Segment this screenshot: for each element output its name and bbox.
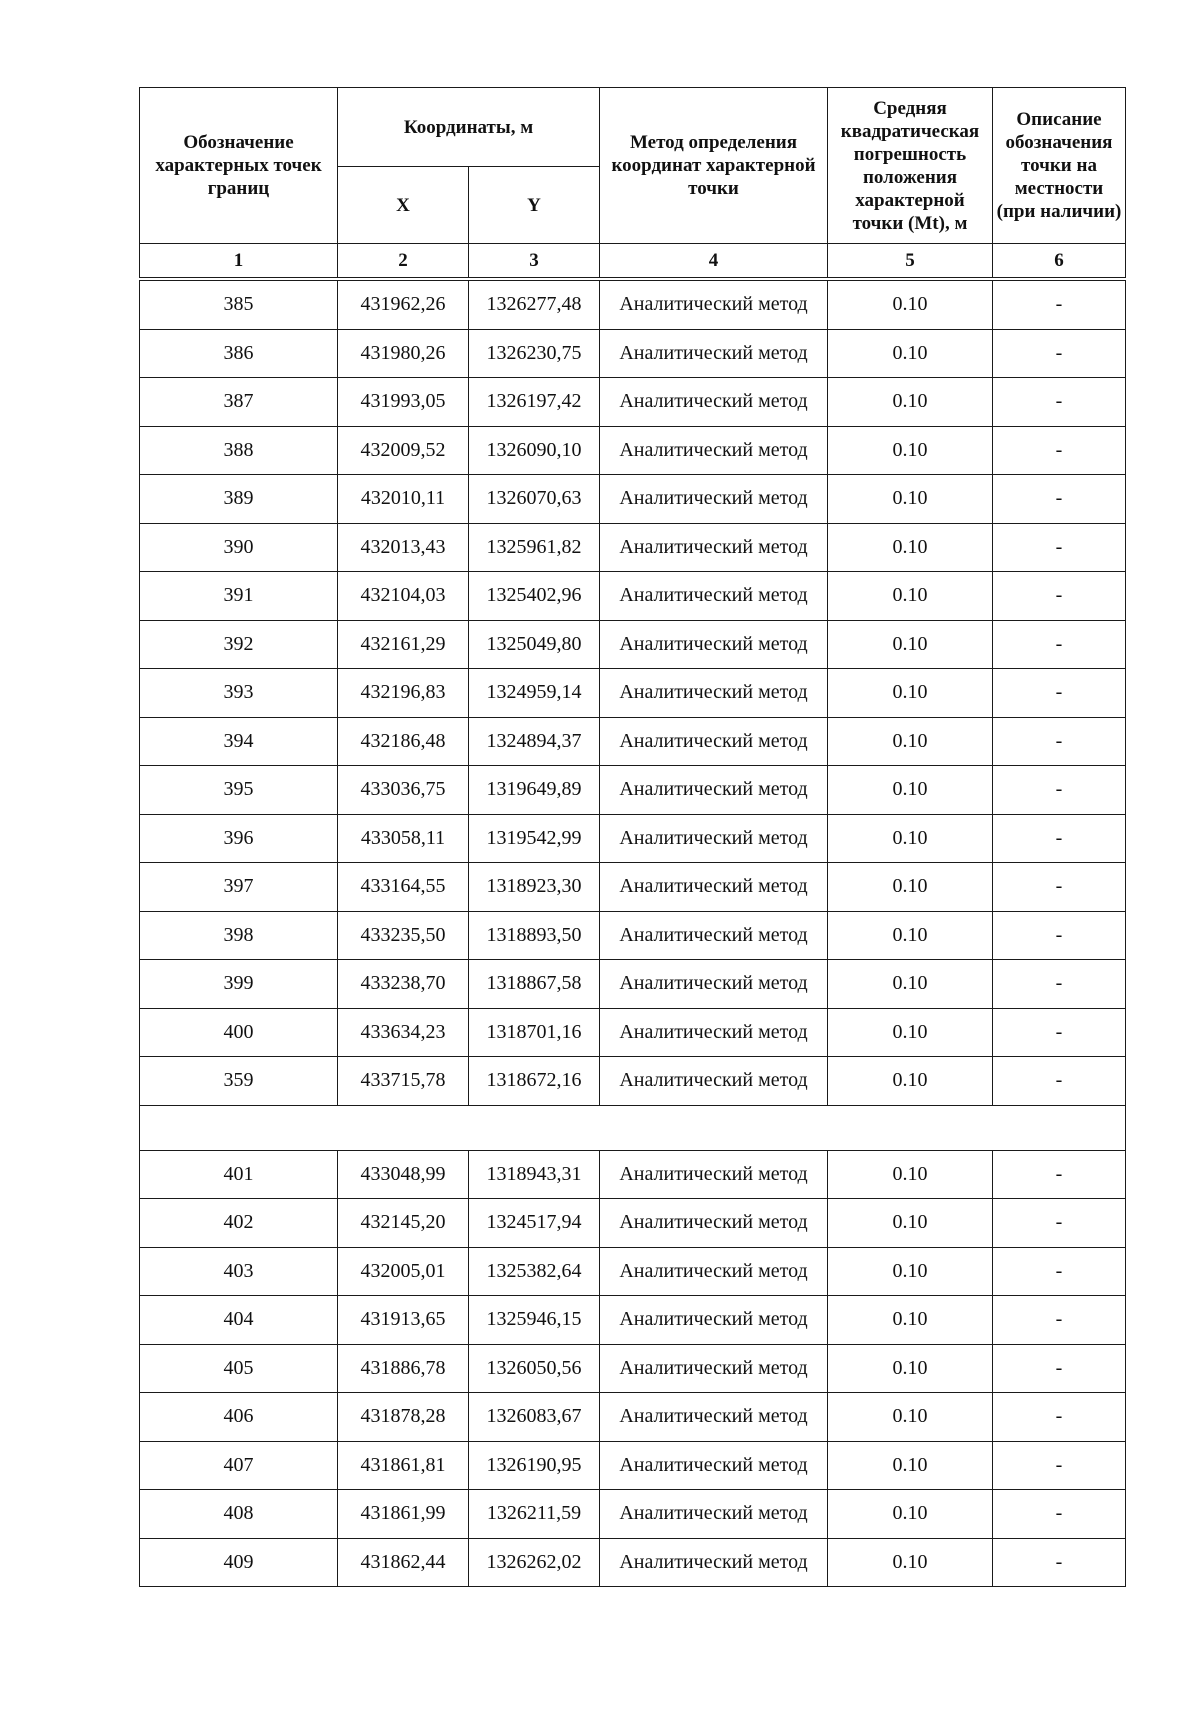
description-cell: -: [993, 279, 1126, 329]
x-cell: 433164,55: [338, 863, 469, 912]
point-cell: 393: [140, 669, 338, 718]
mt-cell: 0.10: [828, 863, 993, 912]
x-cell: 431980,26: [338, 329, 469, 378]
y-cell: 1325961,82: [469, 523, 600, 572]
y-cell: 1326070,63: [469, 475, 600, 524]
header-number-5: 5: [828, 244, 993, 280]
method-cell: Аналитический метод: [600, 378, 828, 427]
table-header: [140, 88, 1126, 280]
mt-cell: 0.10: [828, 378, 993, 427]
table-row: [140, 1344, 1126, 1393]
table-row: [140, 960, 1126, 1009]
y-cell: 1326230,75: [469, 329, 600, 378]
point-cell: 401: [140, 1150, 338, 1199]
table-row: [140, 1441, 1126, 1490]
description-cell: -: [993, 1296, 1126, 1345]
point-cell: 386: [140, 329, 338, 378]
x-cell: 432013,43: [338, 523, 469, 572]
x-cell: 431913,65: [338, 1296, 469, 1345]
header-number-1: 1: [140, 244, 338, 280]
mt-cell: 0.10: [828, 1199, 993, 1248]
table-row: [140, 669, 1126, 718]
method-cell: Аналитический метод: [600, 523, 828, 572]
method-cell: Аналитический метод: [600, 1538, 828, 1587]
table-row: [140, 378, 1126, 427]
mt-cell: 0.10: [828, 426, 993, 475]
method-cell: Аналитический метод: [600, 814, 828, 863]
method-cell: Аналитический метод: [600, 1057, 828, 1106]
x-cell: 431962,26: [338, 279, 469, 329]
description-cell: -: [993, 911, 1126, 960]
point-cell: 359: [140, 1057, 338, 1106]
y-cell: 1325049,80: [469, 620, 600, 669]
table-row: [140, 1008, 1126, 1057]
x-cell: 431878,28: [338, 1393, 469, 1442]
description-cell: -: [993, 960, 1126, 1009]
mt-cell: 0.10: [828, 669, 993, 718]
header-number-4: 4: [600, 244, 828, 280]
y-cell: 1318893,50: [469, 911, 600, 960]
table-row: [140, 1393, 1126, 1442]
x-cell: 433036,75: [338, 766, 469, 815]
table-row: [140, 766, 1126, 815]
description-cell: -: [993, 1441, 1126, 1490]
x-cell: 431861,99: [338, 1490, 469, 1539]
description-cell: -: [993, 1538, 1126, 1587]
y-cell: 1325946,15: [469, 1296, 600, 1345]
description-cell: -: [993, 717, 1126, 766]
y-cell: 1318672,16: [469, 1057, 600, 1106]
y-cell: 1326083,67: [469, 1393, 600, 1442]
x-cell: 432186,48: [338, 717, 469, 766]
y-cell: 1326090,10: [469, 426, 600, 475]
header-mean-square-error: Средняя квадратическая погрешность положения характерной точки (Mt), м: [828, 88, 993, 244]
method-cell: Аналитический метод: [600, 863, 828, 912]
point-cell: 395: [140, 766, 338, 815]
x-cell: 431886,78: [338, 1344, 469, 1393]
x-cell: 433048,99: [338, 1150, 469, 1199]
point-cell: 390: [140, 523, 338, 572]
y-cell: 1318867,58: [469, 960, 600, 1009]
header-number-3: 3: [469, 244, 600, 280]
y-cell: 1318943,31: [469, 1150, 600, 1199]
description-cell: -: [993, 1393, 1126, 1442]
description-cell: -: [993, 814, 1126, 863]
point-cell: 408: [140, 1490, 338, 1539]
mt-cell: 0.10: [828, 1008, 993, 1057]
x-cell: 433235,50: [338, 911, 469, 960]
method-cell: Аналитический метод: [600, 475, 828, 524]
point-cell: 385: [140, 279, 338, 329]
method-cell: Аналитический метод: [600, 1441, 828, 1490]
y-cell: 1319542,99: [469, 814, 600, 863]
mt-cell: 0.10: [828, 1150, 993, 1199]
mt-cell: 0.10: [828, 279, 993, 329]
header-number-2: 2: [338, 244, 469, 280]
method-cell: Аналитический метод: [600, 572, 828, 621]
mt-cell: 0.10: [828, 1538, 993, 1587]
mt-cell: 0.10: [828, 1441, 993, 1490]
description-cell: -: [993, 1008, 1126, 1057]
x-cell: 432196,83: [338, 669, 469, 718]
x-cell: 433058,11: [338, 814, 469, 863]
x-cell: 432005,01: [338, 1247, 469, 1296]
header-point-description: Описание обозначения точки на местности (при наличии): [993, 88, 1126, 244]
mt-cell: 0.10: [828, 1057, 993, 1106]
table-row: [140, 475, 1126, 524]
point-cell: 392: [140, 620, 338, 669]
table-row: [140, 1150, 1126, 1199]
y-cell: 1326050,56: [469, 1344, 600, 1393]
method-cell: Аналитический метод: [600, 1150, 828, 1199]
point-cell: 400: [140, 1008, 338, 1057]
point-cell: 402: [140, 1199, 338, 1248]
x-cell: 432145,20: [338, 1199, 469, 1248]
description-cell: -: [993, 1490, 1126, 1539]
x-cell: 431993,05: [338, 378, 469, 427]
table-row: [140, 717, 1126, 766]
y-cell: 1324959,14: [469, 669, 600, 718]
group-separator-row: [140, 1105, 1126, 1150]
method-cell: Аналитический метод: [600, 1344, 828, 1393]
table-row: [140, 620, 1126, 669]
mt-cell: 0.10: [828, 523, 993, 572]
y-cell: 1318923,30: [469, 863, 600, 912]
method-cell: Аналитический метод: [600, 279, 828, 329]
table-row: [140, 279, 1126, 329]
description-cell: -: [993, 378, 1126, 427]
header-number-6: 6: [993, 244, 1126, 280]
point-cell: 403: [140, 1247, 338, 1296]
y-cell: 1325382,64: [469, 1247, 600, 1296]
mt-cell: 0.10: [828, 911, 993, 960]
point-cell: 404: [140, 1296, 338, 1345]
description-cell: -: [993, 1344, 1126, 1393]
mt-cell: 0.10: [828, 572, 993, 621]
method-cell: Аналитический метод: [600, 911, 828, 960]
point-cell: 398: [140, 911, 338, 960]
y-cell: 1324894,37: [469, 717, 600, 766]
x-cell: 431862,44: [338, 1538, 469, 1587]
description-cell: -: [993, 329, 1126, 378]
point-cell: 389: [140, 475, 338, 524]
point-cell: 396: [140, 814, 338, 863]
y-cell: 1325402,96: [469, 572, 600, 621]
description-cell: -: [993, 475, 1126, 524]
mt-cell: 0.10: [828, 1296, 993, 1345]
mt-cell: 0.10: [828, 1247, 993, 1296]
point-cell: 387: [140, 378, 338, 427]
point-cell: 407: [140, 1441, 338, 1490]
description-cell: -: [993, 620, 1126, 669]
x-cell: 432161,29: [338, 620, 469, 669]
point-cell: 405: [140, 1344, 338, 1393]
method-cell: Аналитический метод: [600, 1296, 828, 1345]
y-cell: 1318701,16: [469, 1008, 600, 1057]
header-method: Метод определения координат характерной точки: [600, 88, 828, 244]
point-cell: 399: [140, 960, 338, 1009]
y-cell: 1319649,89: [469, 766, 600, 815]
method-cell: Аналитический метод: [600, 1247, 828, 1296]
table-row: [140, 863, 1126, 912]
mt-cell: 0.10: [828, 766, 993, 815]
table-row: [140, 572, 1126, 621]
x-cell: 432104,03: [338, 572, 469, 621]
description-cell: -: [993, 669, 1126, 718]
table-row: [140, 1247, 1126, 1296]
table-row: [140, 1538, 1126, 1587]
description-cell: -: [993, 1247, 1126, 1296]
header-x: X: [338, 167, 469, 244]
y-cell: 1326197,42: [469, 378, 600, 427]
description-cell: -: [993, 572, 1126, 621]
group-separator-cell: [140, 1105, 1126, 1150]
method-cell: Аналитический метод: [600, 669, 828, 718]
table-row: [140, 814, 1126, 863]
description-cell: -: [993, 1199, 1126, 1248]
mt-cell: 0.10: [828, 475, 993, 524]
point-cell: 388: [140, 426, 338, 475]
y-cell: 1326211,59: [469, 1490, 600, 1539]
y-cell: 1326262,02: [469, 1538, 600, 1587]
description-cell: -: [993, 523, 1126, 572]
header-point-designation: Обозначение характерных точек границ: [140, 88, 338, 244]
table-body: [140, 279, 1126, 1587]
mt-cell: 0.10: [828, 1393, 993, 1442]
mt-cell: 0.10: [828, 814, 993, 863]
table-row: [140, 1057, 1126, 1106]
x-cell: 433715,78: [338, 1057, 469, 1106]
description-cell: -: [993, 766, 1126, 815]
table-row: [140, 1199, 1126, 1248]
method-cell: Аналитический метод: [600, 717, 828, 766]
method-cell: Аналитический метод: [600, 426, 828, 475]
table-row: [140, 426, 1126, 475]
x-cell: 432010,11: [338, 475, 469, 524]
table-row: [140, 1490, 1126, 1539]
point-cell: 409: [140, 1538, 338, 1587]
header-coordinates-group: Координаты, м: [338, 88, 600, 167]
point-cell: 394: [140, 717, 338, 766]
table-row: [140, 911, 1126, 960]
method-cell: Аналитический метод: [600, 766, 828, 815]
x-cell: 433634,23: [338, 1008, 469, 1057]
header-y: Y: [469, 167, 600, 244]
mt-cell: 0.10: [828, 1490, 993, 1539]
mt-cell: 0.10: [828, 717, 993, 766]
description-cell: -: [993, 863, 1126, 912]
table-row: [140, 329, 1126, 378]
y-cell: 1326190,95: [469, 1441, 600, 1490]
method-cell: Аналитический метод: [600, 1008, 828, 1057]
point-cell: 391: [140, 572, 338, 621]
x-cell: 432009,52: [338, 426, 469, 475]
mt-cell: 0.10: [828, 960, 993, 1009]
table-row: [140, 1296, 1126, 1345]
description-cell: -: [993, 1057, 1126, 1106]
point-cell: 406: [140, 1393, 338, 1442]
method-cell: Аналитический метод: [600, 1199, 828, 1248]
mt-cell: 0.10: [828, 329, 993, 378]
x-cell: 431861,81: [338, 1441, 469, 1490]
description-cell: -: [993, 1150, 1126, 1199]
y-cell: 1326277,48: [469, 279, 600, 329]
mt-cell: 0.10: [828, 1344, 993, 1393]
boundary-points-table: [139, 87, 1126, 1587]
x-cell: 433238,70: [338, 960, 469, 1009]
mt-cell: 0.10: [828, 620, 993, 669]
method-cell: Аналитический метод: [600, 620, 828, 669]
point-cell: 397: [140, 863, 338, 912]
description-cell: -: [993, 426, 1126, 475]
method-cell: Аналитический метод: [600, 960, 828, 1009]
table-row: [140, 523, 1126, 572]
document-page: [139, 87, 1125, 1587]
y-cell: 1324517,94: [469, 1199, 600, 1248]
method-cell: Аналитический метод: [600, 1490, 828, 1539]
method-cell: Аналитический метод: [600, 1393, 828, 1442]
method-cell: Аналитический метод: [600, 329, 828, 378]
